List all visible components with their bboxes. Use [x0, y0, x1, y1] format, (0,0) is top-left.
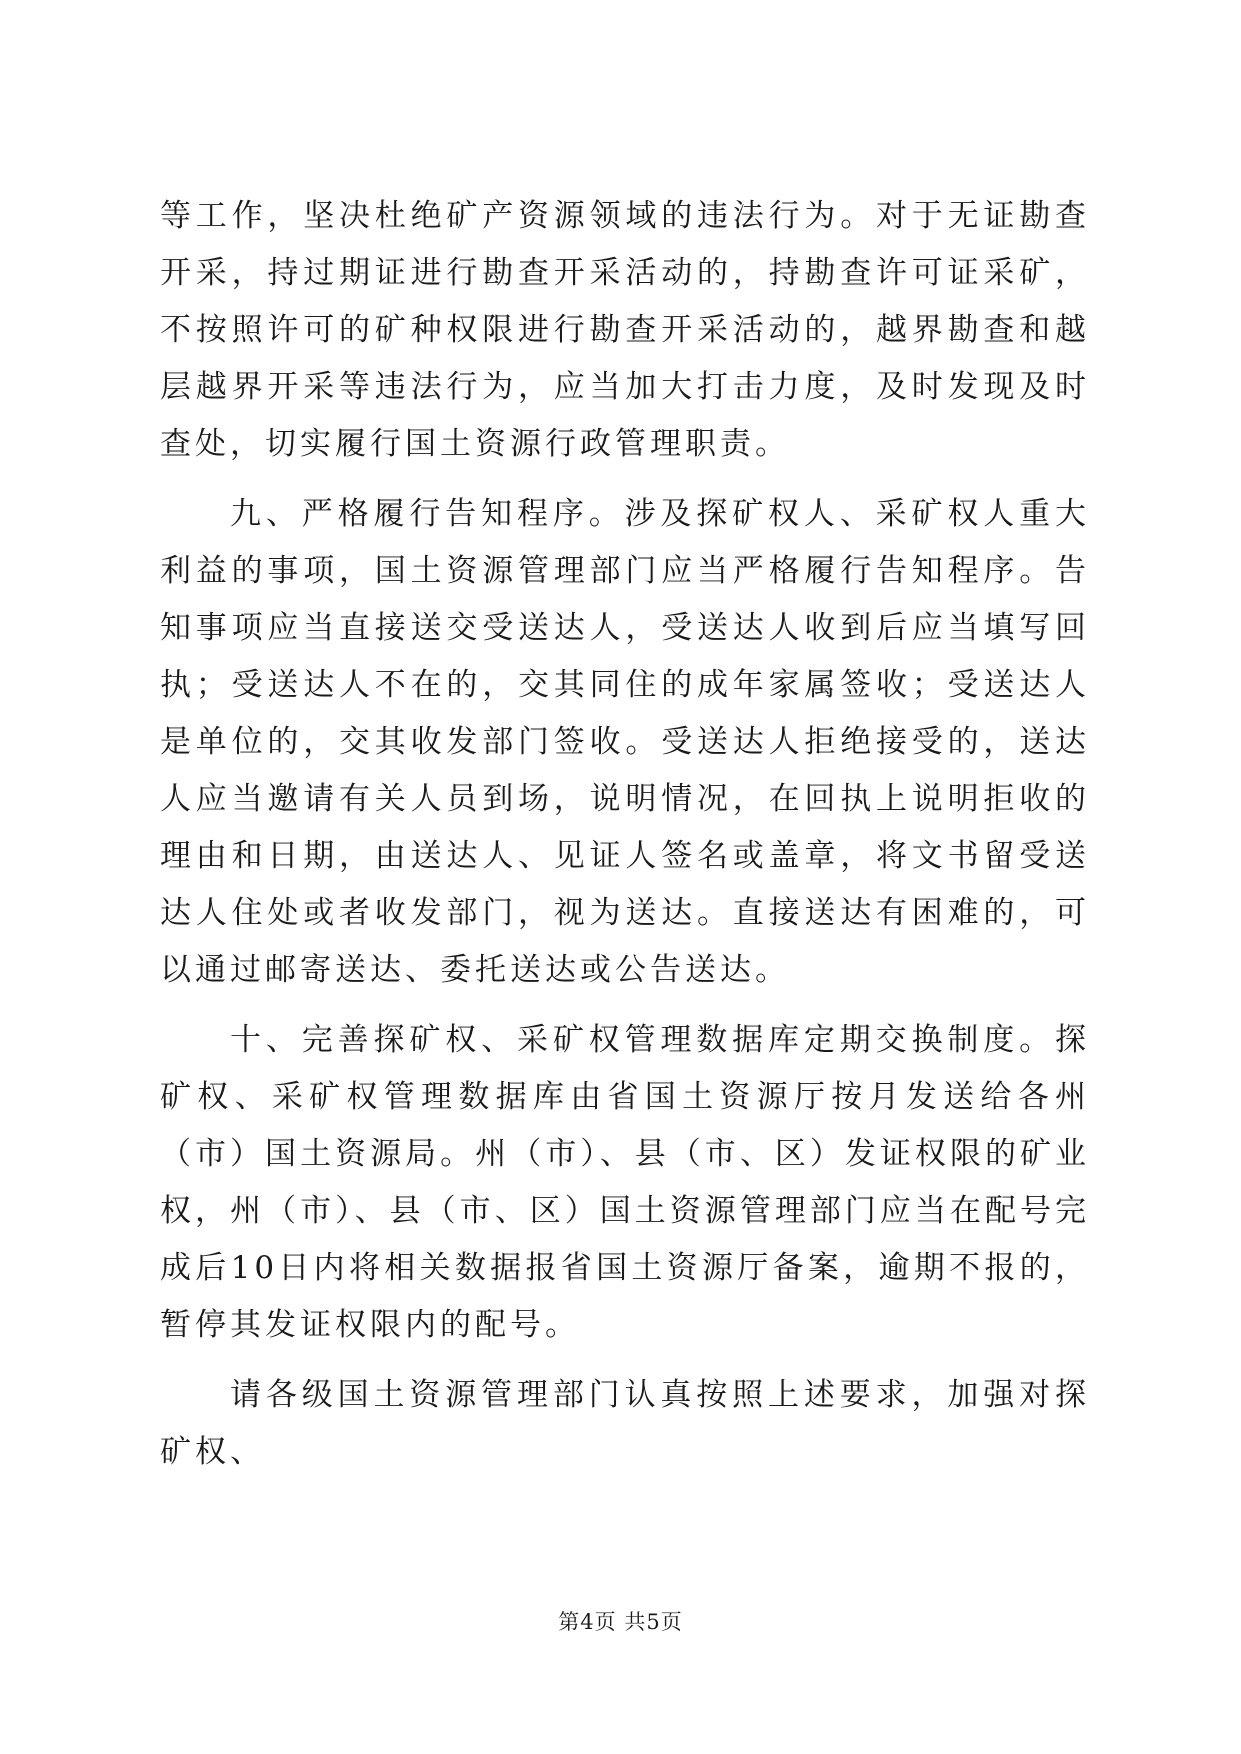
- paragraph-continued: 等工作，坚决杜绝矿产资源领域的违法行为。对于无证勘查开采，持过期证进行勘查开采活动的，持勘查许可证采矿，不按照许可的矿种权限进行勘查开采活动的，越界勘查和越层越界开采等违法行为，应当加大打击力度，及时发现及时查处，切实履行国土资源行政管理职责。: [160, 198, 1090, 462]
- paragraph-item-nine: 九、严格履行告知程序。涉及探矿权人、采矿权人重大利益的事项，国土资源管理部门应当严格履行告知程序。告知事项应当直接送交受送达人，受送达人收到后应当填写回执；受送达人不在的，交其同住的成年家属签收；受送达人是单位的，交其收发部门签收。受送达人拒绝接受的，送达人应当邀请有关人员到场，说明情况，在回执上说明拒收的理由和日期，由送达人、见证人签名或盖章，将文书留受送达人住处或者收发部门，视为送达。直接送达有困难的，可以通过邮寄送达、委托送达或公告送达。: [160, 496, 1090, 988]
- paragraph-item-ten: 十、完善探矿权、采矿权管理数据库定期交换制度。探矿权、采矿权管理数据库由省国土资源厅按月发送给各州（市）国土资源局。州（市）、县（市、区）发证权限的矿业权，州（市）、县（市、区）国土资源管理部门应当在配号完成后10日内将相关数据报省国土资源厅备案，逾期不报的，暂停其发证权限内的配号。: [160, 1022, 1090, 1343]
- paragraph-closing: 请各级国土资源管理部门认真按照上述要求，加强对探矿权、: [160, 1377, 1090, 1470]
- page-number-footer: 第4页 共5页: [558, 1610, 683, 1634]
- document-body: [160, 188, 1090, 1494]
